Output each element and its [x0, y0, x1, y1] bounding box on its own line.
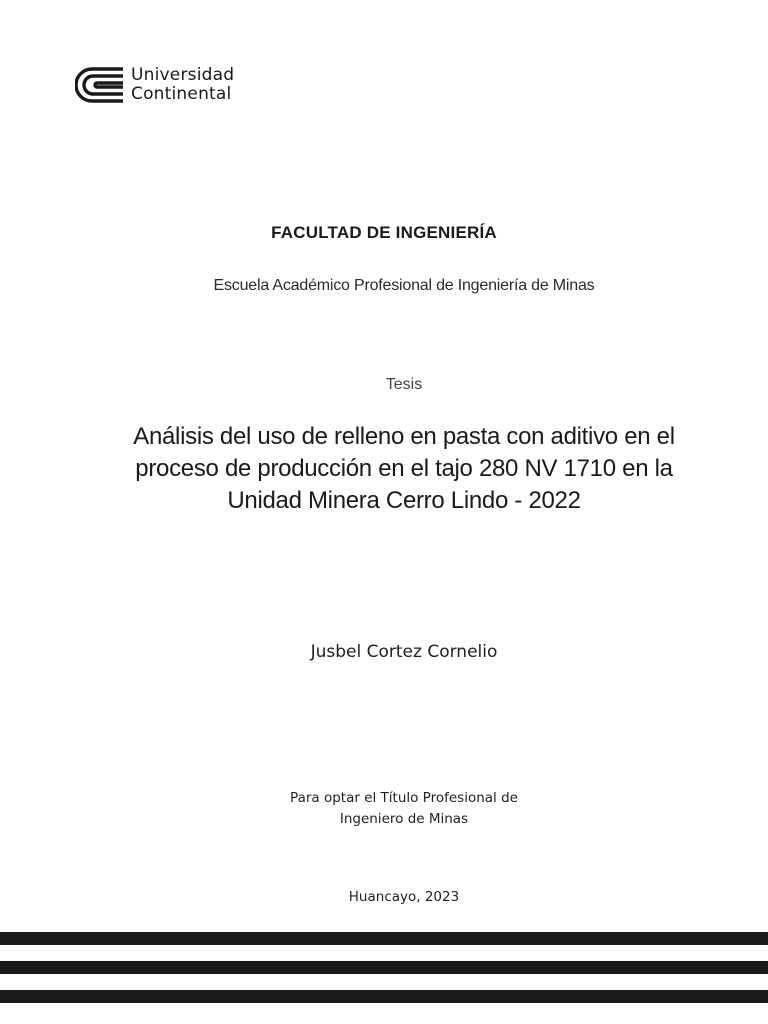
faculty-heading: FACULTAD DE INGENIERÍA	[271, 223, 497, 242]
institution-name-line1: Universidad	[131, 65, 235, 85]
decorative-stripe-3	[0, 990, 768, 1003]
decorative-stripe-1	[0, 932, 768, 945]
decorative-stripe-2	[0, 961, 768, 974]
universidad-continental-logo-icon	[75, 66, 125, 104]
place-date: Huancayo, 2023	[348, 889, 460, 905]
school-name: Escuela Académico Profesional de Ingeniería de Minas	[213, 277, 595, 294]
institution-name-line2: Continental	[131, 84, 232, 104]
degree-line2: Ingeniero de Minas	[339, 811, 469, 827]
degree-line1: Para optar el Título Profesional de	[290, 790, 518, 806]
author-name: Jusbel Cortez Cornelio	[310, 642, 498, 662]
institution-logo	[75, 66, 234, 104]
degree-statement	[0, 788, 768, 830]
institution-name	[131, 66, 234, 104]
document-type: Tesis	[385, 376, 423, 393]
thesis-title: Análisis del uso de relleno en pasta con aditivo en el proceso de producción en el tajo 280 NV 1710 en la Unidad Minera Cerro Lindo - 2022	[133, 423, 675, 514]
